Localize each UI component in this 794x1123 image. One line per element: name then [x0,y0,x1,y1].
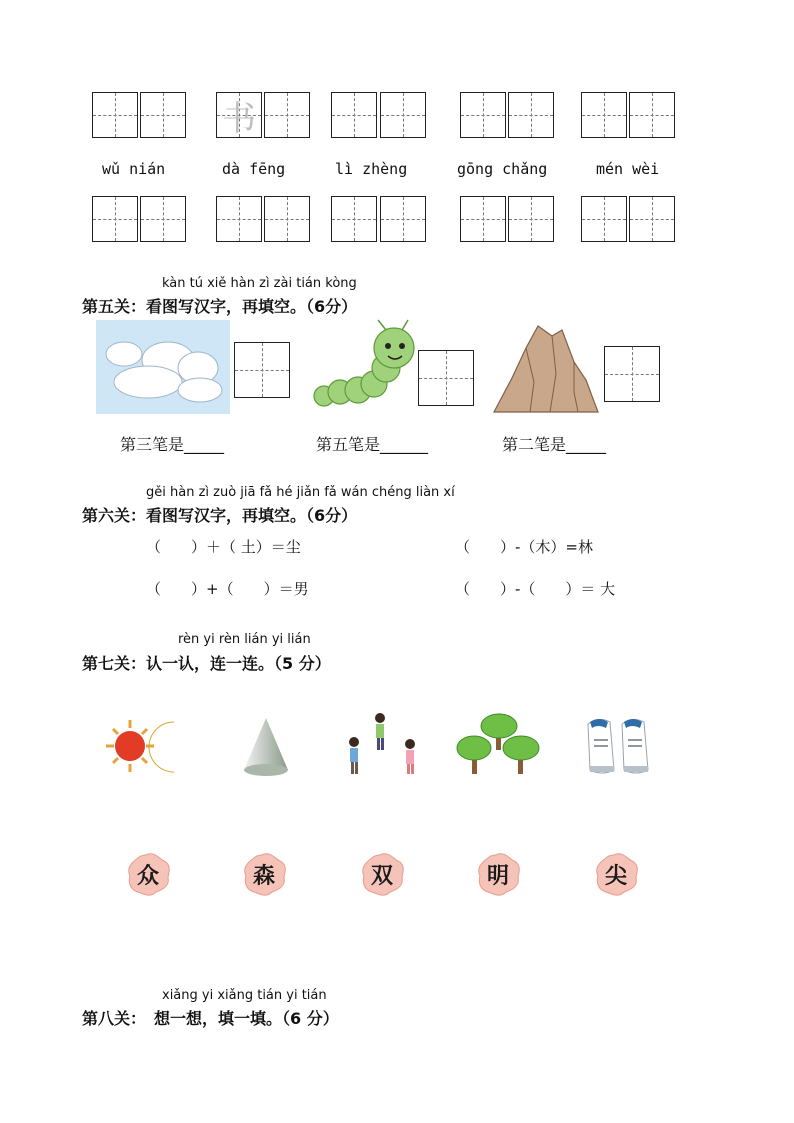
writing-cell[interactable] [629,196,675,242]
sun-moon-image[interactable] [104,716,192,776]
writing-cell[interactable] [581,196,627,242]
writing-cell[interactable] [460,196,506,242]
pinyin-word: lì zhèng [335,160,408,178]
mountain-image [490,322,602,414]
writing-cell[interactable] [140,92,186,138]
writing-cell[interactable] [604,346,660,402]
trees-image[interactable] [456,712,544,780]
char-label: 众 [136,863,159,889]
writing-cell[interactable] [629,92,675,138]
char-label: 双 [370,863,393,889]
writing-cell[interactable] [331,196,377,242]
writing-cell[interactable] [264,92,310,138]
char-label: 森 [252,863,275,889]
section8-pinyin: xiǎng yi xiǎng tián yi tián [162,988,327,1003]
section6-title: 第六关：看图写汉字，再填空。（6分） [82,506,358,525]
pinyin-word: gōng chǎng [457,160,548,178]
writing-cell[interactable] [508,92,554,138]
people-image[interactable] [344,712,424,782]
writing-cell[interactable] [380,196,426,242]
writing-cell[interactable] [234,342,290,398]
char-card-sen[interactable] [242,852,286,896]
writing-cell[interactable] [331,92,377,138]
pinyin-word: mén wèi [596,160,660,178]
cloud-image [96,320,230,414]
section8-title: 第八关： 想一想，填一填。（6 分） [82,1009,339,1028]
writing-cell[interactable] [92,92,138,138]
writing-cell[interactable] [380,92,426,138]
section5-title: 第五关：看图写汉字，再填空。（6分） [82,297,358,316]
char-card-zhong[interactable] [126,852,170,896]
equation[interactable]: （ ）-（木）=林 [455,538,593,556]
char-label: 明 [486,863,509,889]
fill-blank[interactable]: 第五笔是______ [316,435,429,454]
writing-cell[interactable] [264,196,310,242]
char-card-ming[interactable] [476,852,520,896]
section5-pinyin: kàn tú xiě hàn zì zài tián kòng [162,276,357,291]
char-card-jian[interactable] [594,852,638,896]
fill-blank[interactable]: 第三笔是_____ [120,435,225,454]
section7-title: 第七关：认一认，连一连。（5 分） [82,654,331,673]
writing-cell[interactable] [418,350,474,406]
equation[interactable]: （ ）+（ ）＝男 [146,580,309,598]
section7-pinyin: rèn yi rèn lián yi lián [178,632,311,647]
writing-cell[interactable] [216,196,262,242]
section6-pinyin: gěi hàn zì zuò jiā fǎ hé jiǎn fǎ wán chéng liàn xí [146,485,455,500]
pinyin-word: dà fēng [222,160,286,178]
equation[interactable]: （ ）-（ ）＝ 大 [455,580,616,598]
writing-cell[interactable] [140,196,186,242]
writing-cell[interactable] [508,196,554,242]
writing-cell[interactable] [581,92,627,138]
fill-blank[interactable]: 第二笔是_____ [502,435,607,454]
writing-cell-guide[interactable] [216,92,262,138]
char-label: 尖 [604,863,627,889]
writing-cell[interactable] [92,196,138,242]
char-card-shuang[interactable] [360,852,404,896]
guide-character: 书 [222,98,256,139]
cone-image[interactable] [240,716,292,778]
shoes-image[interactable] [584,714,652,778]
writing-cell[interactable] [460,92,506,138]
caterpillar-image [310,318,418,412]
pinyin-word: wǔ nián [102,160,166,178]
equation[interactable]: （ ）＋（ 土）＝尘 [146,538,301,556]
